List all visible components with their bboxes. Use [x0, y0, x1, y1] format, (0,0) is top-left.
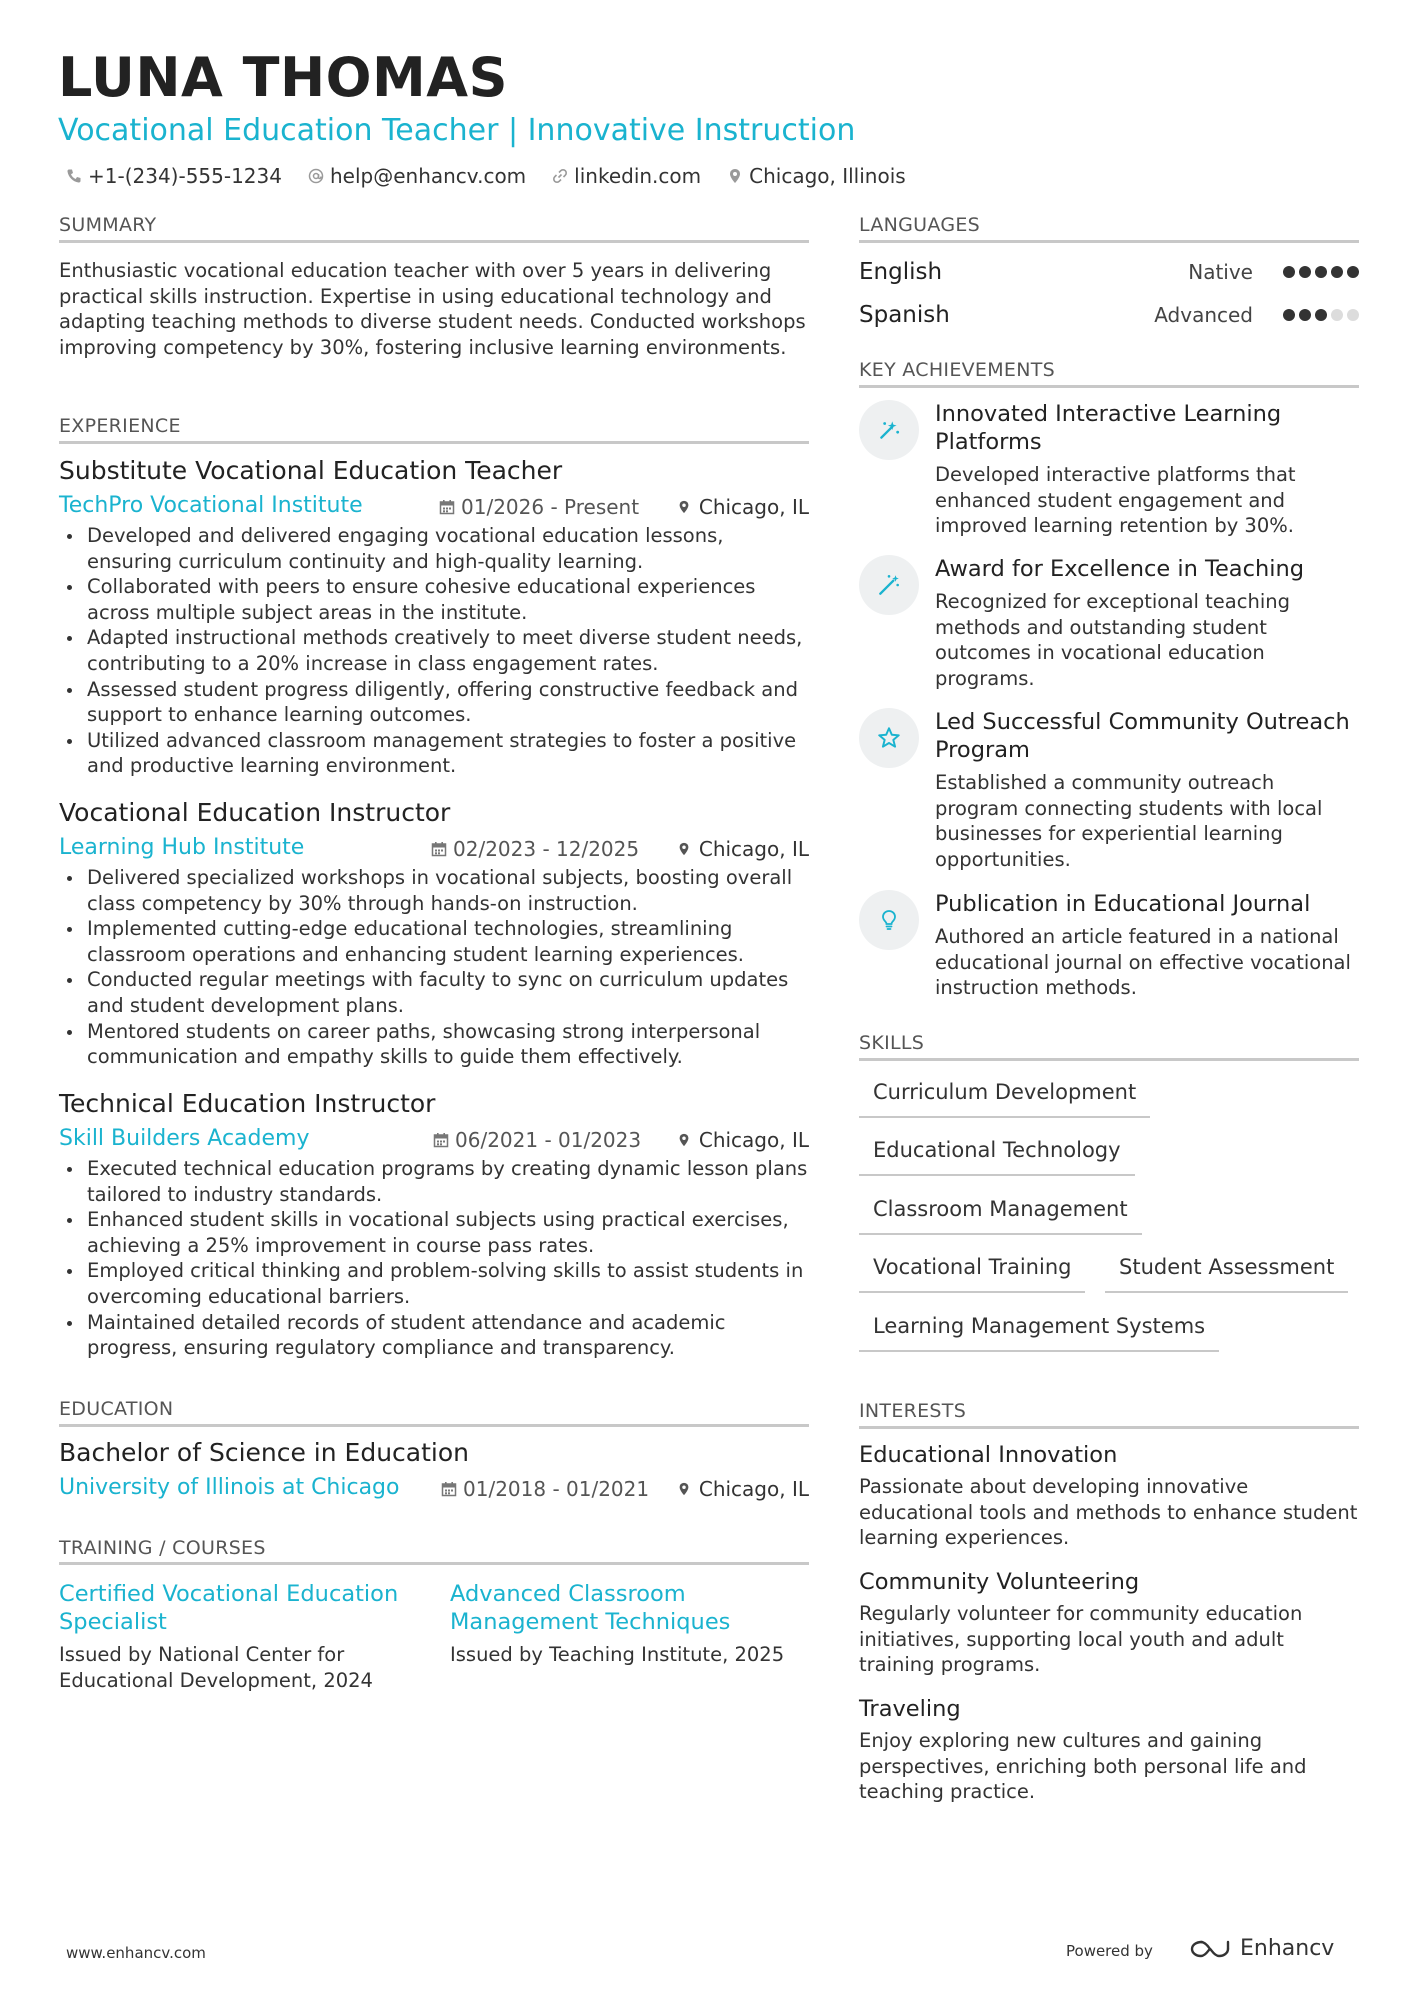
course-entry — [59, 1580, 409, 1693]
job-bullet: Assessed student progress diligently, offering constructive feedback and support to enhance learning outcomes. — [59, 677, 809, 728]
job-location — [677, 835, 809, 863]
job-title: Vocational Education Instructor — [59, 798, 451, 827]
skill-tag: Classroom Management — [859, 1189, 1142, 1235]
job-dates — [439, 493, 639, 521]
interest-desc: Regularly volunteer for community education initiatives, supporting local youth and adult training programs. — [859, 1602, 1303, 1677]
job-bullet: Maintained detailed records of student attendance and academic progress, ensuring regulatory compliance and transparency. — [59, 1310, 809, 1361]
course-issuer: Issued by Teaching Institute, 2025 — [450, 1643, 785, 1666]
course-issuer: Issued by National Center for Educational Development, 2024 — [59, 1643, 373, 1692]
education-location — [677, 1475, 809, 1503]
achievement-desc: Authored an article featured in a national educational journal on effective vocational instruction methods. — [935, 925, 1351, 1000]
interest-item — [859, 1568, 1359, 1678]
job-bullet: Employed critical thinking and problem-solving skills to assist students in overcoming educational barriers. — [59, 1258, 809, 1309]
education-meta — [59, 1471, 809, 1505]
skills-heading: SKILLS — [859, 1032, 925, 1054]
at-icon — [308, 168, 324, 184]
course-title[interactable]: Certified Vocational Education Specialist — [59, 1581, 399, 1635]
star-icon — [859, 708, 919, 768]
company-name[interactable]: TechPro Vocational Institute — [59, 493, 363, 518]
job-location-text: Chicago, IL — [698, 495, 809, 519]
skills-divider — [859, 1058, 1359, 1061]
achievements-divider — [859, 385, 1359, 388]
education-dates-text: 01/2018 - 01/2021 — [463, 1477, 650, 1501]
interest-desc: Enjoy exploring new cultures and gaining perspectives, enriching both personal life and teaching practice. — [859, 1729, 1307, 1804]
achievements-heading: KEY ACHIEVEMENTS — [859, 359, 1056, 381]
achievement-body — [935, 555, 1360, 691]
interest-title: Community Volunteering — [859, 1569, 1140, 1595]
interest-title: Educational Innovation — [859, 1442, 1118, 1468]
course-entry — [450, 1580, 800, 1668]
job-title: Technical Education Instructor — [59, 1089, 436, 1118]
training-divider — [59, 1562, 809, 1565]
achievement-title: Award for Excellence in Teaching — [935, 556, 1305, 582]
job-bullet: Developed and delivered engaging vocational education lessons, ensuring curriculum continuity and high-quality learning. — [59, 523, 809, 574]
job-bullets — [59, 1156, 809, 1361]
footer-url[interactable]: www.enhancv.com — [66, 1944, 206, 1962]
achievement-body — [935, 708, 1360, 872]
calendar-icon — [431, 841, 447, 857]
rating-dot-filled — [1315, 309, 1327, 321]
experience-entry — [59, 455, 809, 779]
achievement-title: Publication in Educational Journal — [935, 891, 1311, 917]
job-dates-text: 01/2026 - Present — [461, 495, 640, 519]
company-name[interactable]: Skill Builders Academy — [59, 1126, 310, 1151]
contact-bar — [66, 162, 932, 190]
course-title[interactable]: Advanced Classroom Management Techniques — [450, 1581, 731, 1635]
achievement-title: Led Successful Community Outreach Program — [935, 709, 1350, 763]
rating-dot-filled — [1283, 266, 1295, 278]
contact-linkedin[interactable] — [552, 164, 701, 188]
job-bullet: Adapted instructional methods creatively to meet diverse student needs, contributing to a 20% increase in class engagement rates. — [59, 625, 809, 676]
job-bullet: Enhanced student skills in vocational subjects using practical exercises, achieving a 25% improvement in course pass rates. — [59, 1207, 809, 1258]
education-dates — [441, 1475, 649, 1503]
job-location — [677, 1126, 809, 1154]
language-level: Advanced — [1154, 303, 1253, 327]
language-name: English — [859, 259, 943, 285]
experience-heading: EXPERIENCE — [59, 415, 181, 437]
education-heading: EDUCATION — [59, 1398, 174, 1420]
education-divider — [59, 1424, 809, 1427]
summary-text: Enthusiastic vocational education teacher with over 5 years in delivering practical skills instruction. Expertise in using educational technology and adapting teaching methods to diverse student needs. Conducted workshops improving competency by 30%, fostering inclusive learning environments. — [59, 259, 806, 359]
calendar-icon — [439, 499, 455, 515]
job-title: Substitute Vocational Education Teacher — [59, 456, 563, 485]
achievement-desc: Developed interactive platforms that enhanced student engagement and improved learning retention by 30%. — [935, 463, 1296, 538]
contact-linkedin-text: linkedin.com — [574, 164, 702, 188]
achievement-body — [935, 890, 1360, 1001]
job-dates — [433, 1126, 641, 1154]
contact-phone-text: +1-(234)-555-1234 — [88, 164, 282, 188]
calendar-icon — [441, 1481, 457, 1497]
job-meta — [59, 489, 809, 523]
calendar-icon — [433, 1132, 449, 1148]
contact-email[interactable] — [308, 164, 526, 188]
experience-entry — [59, 797, 809, 1070]
achievement-desc: Recognized for exceptional teaching methods and outstanding student outcomes in vocational education programs. — [935, 590, 1290, 690]
summary-divider — [59, 240, 809, 243]
rating-dot-filled — [1331, 266, 1343, 278]
powered-by-label: Powered by — [1066, 1942, 1153, 1960]
rating-dot-empty — [1347, 309, 1359, 321]
job-bullet: Conducted regular meetings with faculty to sync on curriculum updates and student development plans. — [59, 967, 809, 1018]
language-rating — [1279, 309, 1359, 321]
magic-wand-icon — [859, 555, 919, 615]
interest-item — [859, 1695, 1359, 1805]
experience-divider — [59, 441, 809, 444]
contact-location-text: Chicago, Illinois — [749, 164, 906, 188]
job-location-text: Chicago, IL — [698, 837, 809, 861]
location-icon — [677, 1132, 691, 1148]
languages-heading: LANGUAGES — [859, 214, 981, 236]
skill-tag: Student Assessment — [1105, 1247, 1348, 1293]
contact-location — [727, 164, 906, 188]
job-location — [677, 493, 809, 521]
job-meta — [59, 1122, 809, 1156]
achievement-desc: Established a community outreach program connecting students with local businesses for experiential learning opportunities. — [935, 771, 1323, 871]
job-bullets — [59, 865, 809, 1070]
skill-tag: Educational Technology — [859, 1130, 1135, 1176]
rating-dot-filled — [1315, 266, 1327, 278]
language-name: Spanish — [859, 302, 950, 328]
rating-dot-filled — [1299, 266, 1311, 278]
education-location-text: Chicago, IL — [698, 1477, 809, 1501]
job-bullet: Utilized advanced classroom management strategies to foster a positive and productive learning environment. — [59, 728, 809, 779]
job-dates-text: 02/2023 - 12/2025 — [453, 837, 640, 861]
job-dates-text: 06/2021 - 01/2023 — [455, 1128, 642, 1152]
achievement-body — [935, 400, 1360, 539]
skill-tag: Curriculum Development — [859, 1072, 1150, 1118]
job-meta — [59, 831, 809, 865]
job-bullet: Delivered specialized workshops in vocational subjects, boosting overall class competency by 30% through hands-on instruction. — [59, 865, 809, 916]
job-bullet: Implemented cutting-edge educational technologies, streamlining classroom operations and enhancing student learning experiences. — [59, 916, 809, 967]
candidate-name: LUNA THOMAS — [58, 46, 508, 109]
enhancv-logo-icon — [1188, 1938, 1232, 1960]
interest-item — [859, 1441, 1359, 1551]
job-bullets — [59, 523, 809, 779]
location-icon — [677, 841, 691, 857]
contact-phone[interactable] — [66, 164, 282, 188]
brand-name: Enhancv — [1240, 1936, 1335, 1961]
skill-tag: Learning Management Systems — [859, 1306, 1219, 1352]
lightbulb-icon — [859, 890, 919, 950]
job-dates — [431, 835, 639, 863]
language-row — [859, 256, 1359, 288]
interests-heading: INTERESTS — [859, 1400, 967, 1422]
language-row — [859, 299, 1359, 331]
achievement-title: Innovated Interactive Learning Platforms — [935, 401, 1282, 455]
job-bullet: Mentored students on career paths, showcasing strong interpersonal communication and empathy skills to guide them effectively. — [59, 1019, 809, 1070]
interests-divider — [859, 1426, 1359, 1429]
language-rating — [1279, 266, 1359, 278]
language-level: Native — [1188, 260, 1253, 284]
contact-email-text: help@enhancv.com — [329, 164, 527, 188]
rating-dot-filled — [1299, 309, 1311, 321]
rating-dot-filled — [1283, 309, 1295, 321]
location-icon — [677, 499, 691, 515]
languages-divider — [859, 240, 1359, 243]
skill-tag: Vocational Training — [859, 1247, 1085, 1293]
rating-dot-filled — [1347, 266, 1359, 278]
job-bullet: Executed technical education programs by creating dynamic lesson plans tailored to industry standards. — [59, 1156, 809, 1207]
link-icon — [552, 168, 568, 184]
job-location-text: Chicago, IL — [698, 1128, 809, 1152]
education-entry — [59, 1437, 809, 1505]
phone-icon — [66, 168, 82, 184]
brand-logo[interactable] — [1188, 1936, 1334, 1961]
degree-title: Bachelor of Science in Education — [59, 1438, 470, 1467]
wand-icon — [859, 400, 919, 460]
interest-title: Traveling — [859, 1696, 961, 1722]
summary-heading: SUMMARY — [59, 214, 157, 236]
location-icon — [727, 168, 743, 184]
company-name[interactable]: Learning Hub Institute — [59, 835, 305, 860]
interest-desc: Passionate about developing innovative educational tools and methods to enhance student learning experiences. — [859, 1475, 1358, 1550]
location-icon — [677, 1481, 691, 1497]
job-bullet: Collaborated with peers to ensure cohesive educational experiences across multiple subject areas in the institute. — [59, 574, 809, 625]
school-name[interactable]: University of Illinois at Chicago — [59, 1475, 400, 1500]
rating-dot-empty — [1331, 309, 1343, 321]
training-heading: TRAINING / COURSES — [59, 1537, 266, 1559]
candidate-headline: Vocational Education Teacher | Innovative Instruction — [58, 113, 856, 148]
experience-entry — [59, 1088, 809, 1361]
